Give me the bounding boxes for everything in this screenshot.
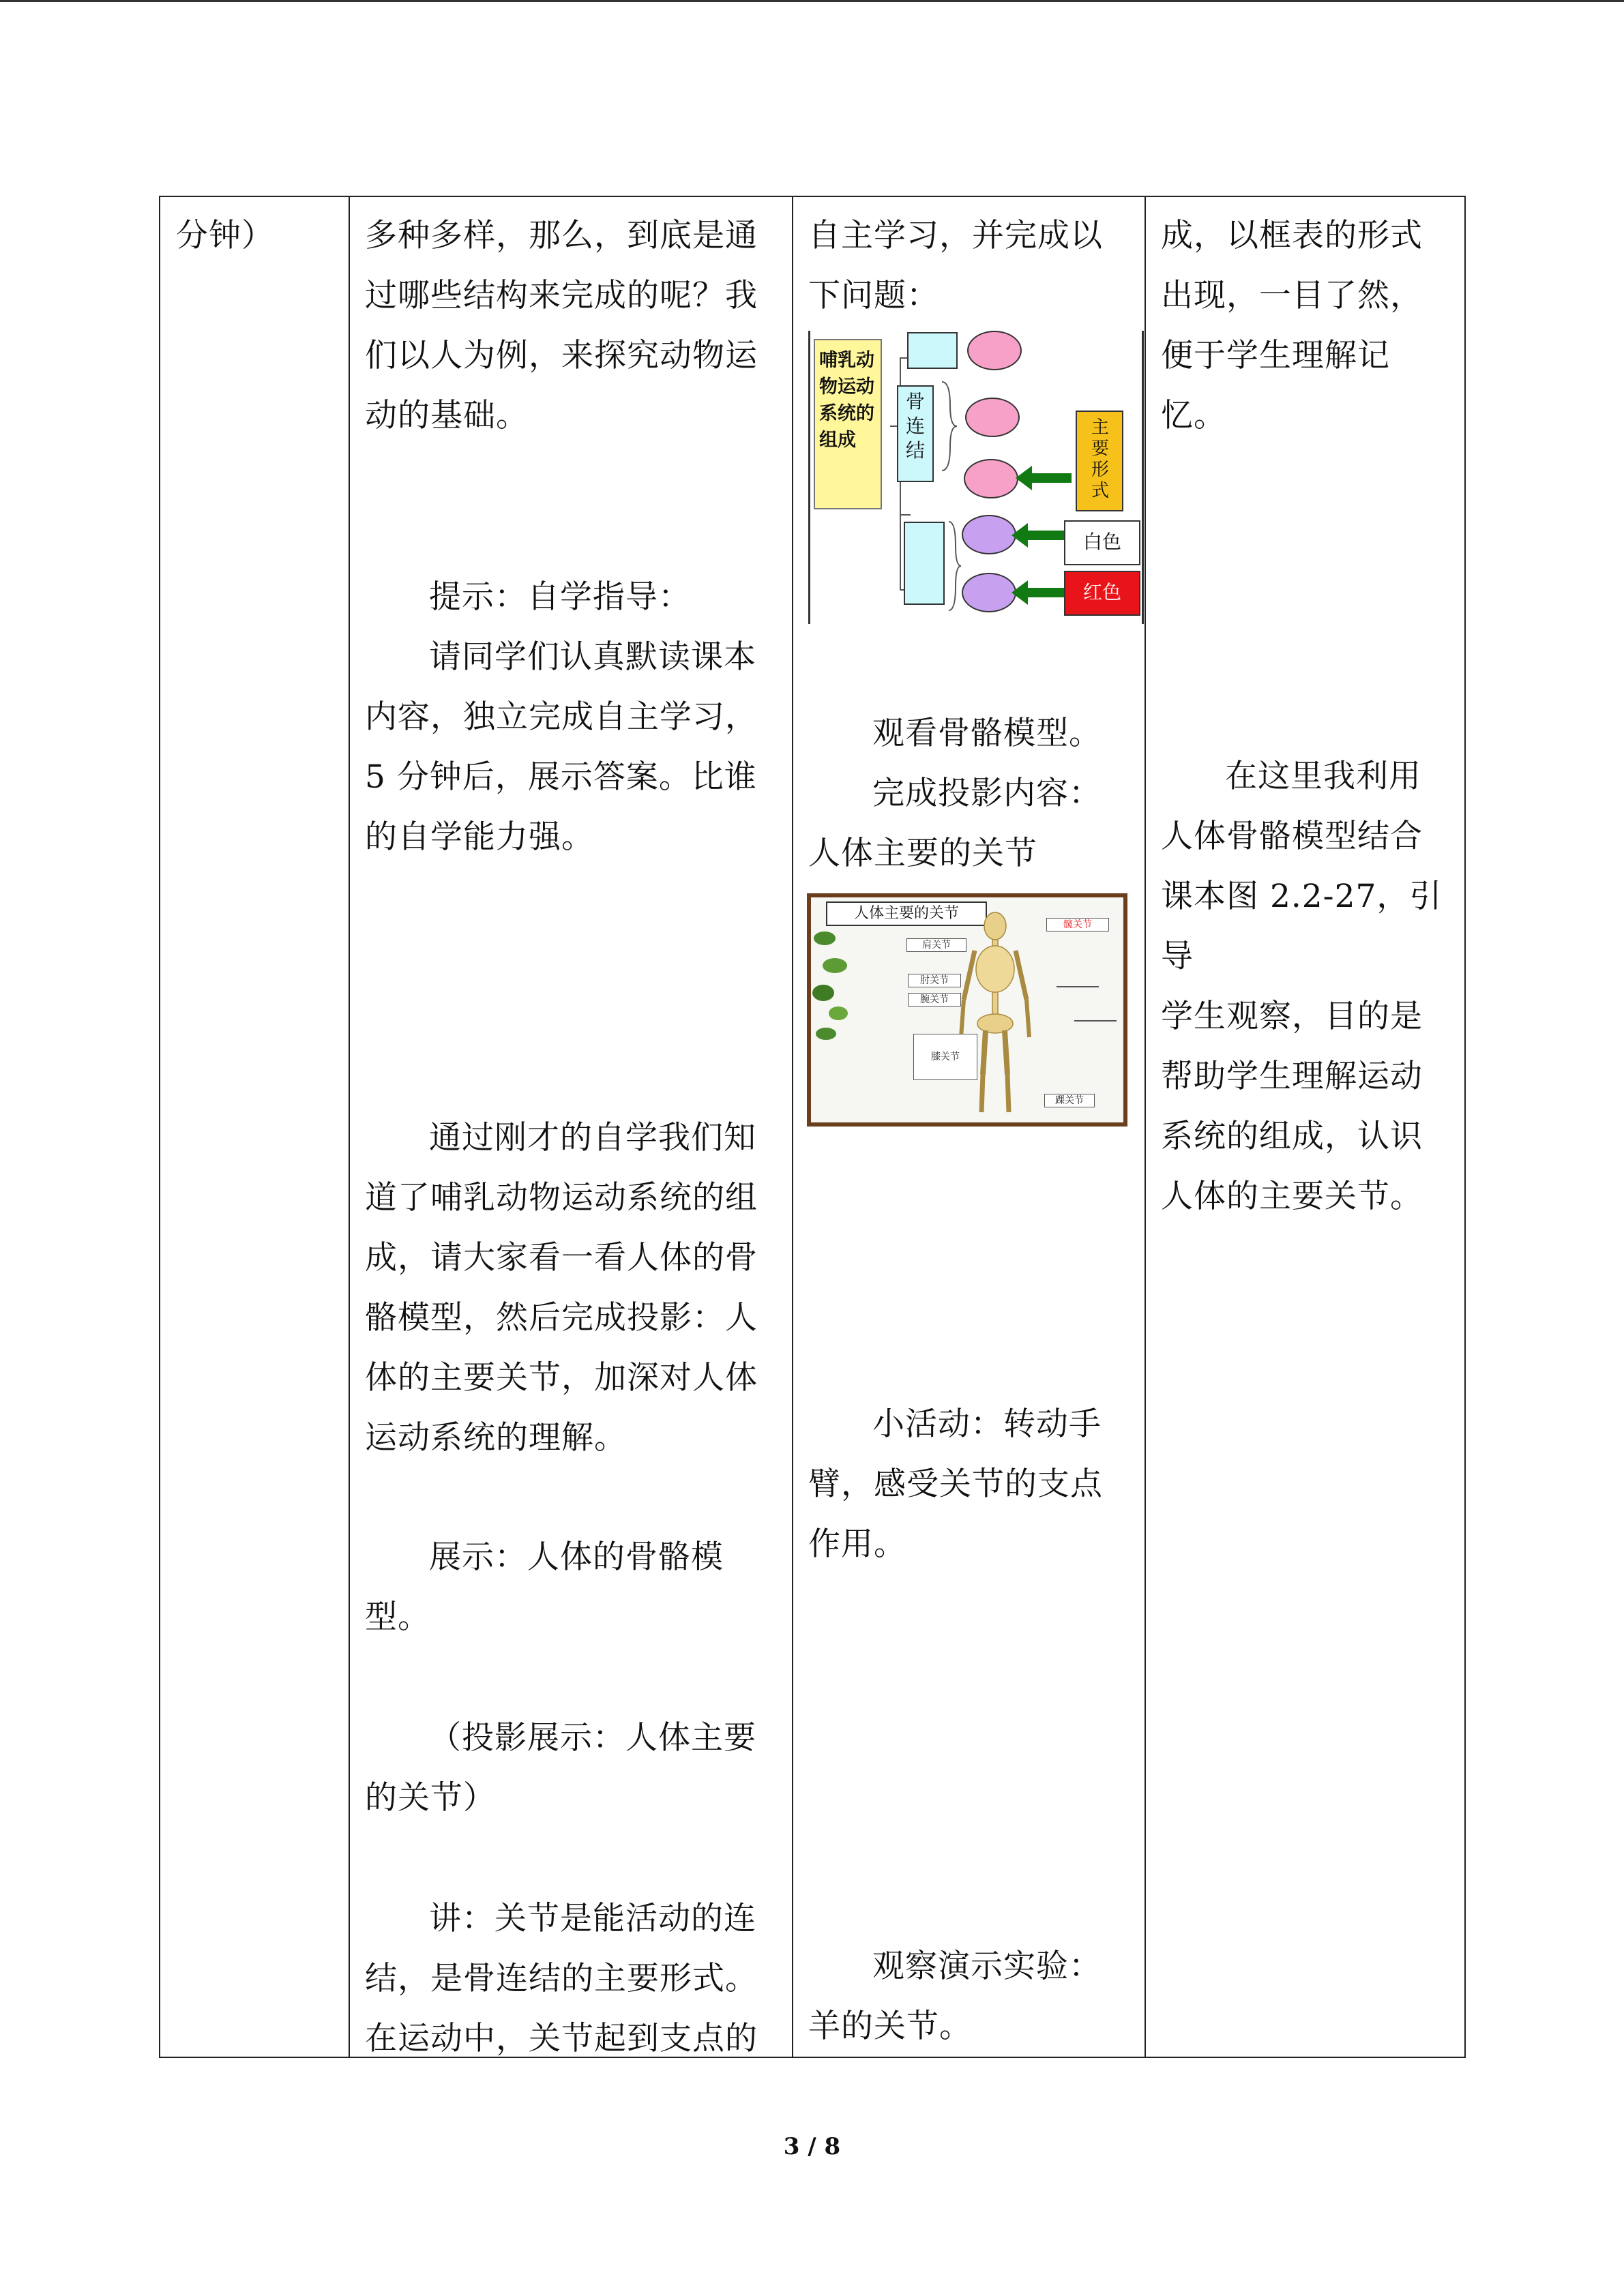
column-divider: [1145, 197, 1146, 2057]
joint-label: 肩关节: [906, 938, 966, 952]
time-cell: 分钟）: [176, 217, 274, 254]
main-form-box: 主要形式: [1076, 411, 1123, 511]
joint-blank-box: [1057, 986, 1099, 987]
arrow-icon: [1027, 531, 1066, 540]
arrow-icon: [1031, 473, 1072, 483]
projection-task: [808, 764, 1149, 884]
motion-system-diagram: [808, 331, 1144, 624]
joint-label: 腕关节: [908, 993, 961, 1007]
skeleton-joints-image: [807, 893, 1127, 1127]
skeleton-figure: [954, 911, 1036, 1122]
column-divider: [349, 197, 350, 2057]
show-skeleton-model: 展示：人体的骨骼模 型。: [365, 1538, 724, 1636]
answer-oval: [962, 573, 1016, 612]
joint-label: 踝关节: [1044, 1094, 1095, 1107]
joint-label: 膝关节: [913, 1034, 977, 1080]
red-label-box: 红色: [1064, 571, 1140, 616]
joint-explanation: 讲：关节是能活动的连 结，是骨连结的主要形式。 在运动中，关节起到支点的: [365, 1900, 758, 2057]
answer-oval: [967, 331, 1022, 370]
arrow-icon: [1027, 588, 1066, 597]
answer-oval: [962, 515, 1016, 554]
observe-experiment: 观察演示实验： 羊的关节。: [808, 1948, 1102, 2045]
brace-curves: [935, 372, 962, 617]
self-study-guide: 请同学们认真默读课本 内容，独立完成自主学习， 5 分钟后，展示答案。比谁 的自学能力强。: [365, 638, 758, 856]
joint-label: 髋关节: [1046, 918, 1109, 931]
skeleton-instruction: 通过刚才的自学我们知 道了哺乳动物运动系统的组 成，请大家看一看人体的骨 骼模型，然后完成投影：人 体的主要关节，加深对人体 运动系统的理解。: [365, 1119, 758, 1457]
bone-blank-box: [907, 332, 958, 369]
skeleton-image-title: 人体主要的关节: [826, 901, 987, 926]
teacher-intro: 多种多样，那么，到底是通 过哪些结构来完成的呢？我 们以人为例，来探究动物运 动的基础。: [365, 217, 758, 434]
student-task: 自主学习，并完成以 下问题：: [808, 217, 1103, 314]
self-study-hint: 提示：自学指导：: [429, 578, 691, 616]
answer-oval: [965, 398, 1020, 437]
joint-label: 肘关节: [908, 974, 961, 987]
page-number: 3 / 8: [783, 2133, 841, 2160]
white-label-box: 白色: [1064, 520, 1140, 565]
projection-note: （投影展示：人体主要 的关节）: [365, 1719, 756, 1817]
answer-oval: [964, 459, 1018, 498]
column-divider: [792, 197, 793, 2057]
joint-blank-box: [1074, 1020, 1117, 1022]
design-intent-2: 在这里我利用 人体骨骼模型结合 课本图 2.2-27，引导 学生观察，目的是 帮助学生理解运动 系统的组成，认识 人体的主要关节。: [1161, 758, 1443, 1215]
projection-task-text: 完成投影内容： 人体主要的关节: [808, 775, 1102, 872]
top-rule: [0, 0, 1624, 2]
design-intent-1: 成，以框表的形式 出现，一目了然， 便于学生理解记 忆。: [1161, 217, 1423, 434]
system-title-box: 哺乳动物运动系统的组成: [814, 339, 882, 509]
leaves-icon: [811, 911, 859, 1047]
watch-model: 观看骨骼模型。: [872, 715, 1102, 752]
small-activity: 小活动：转动手 臂，感受关节的支点 作用。: [808, 1405, 1103, 1563]
bone-joint-label: 骨连结: [905, 390, 925, 462]
